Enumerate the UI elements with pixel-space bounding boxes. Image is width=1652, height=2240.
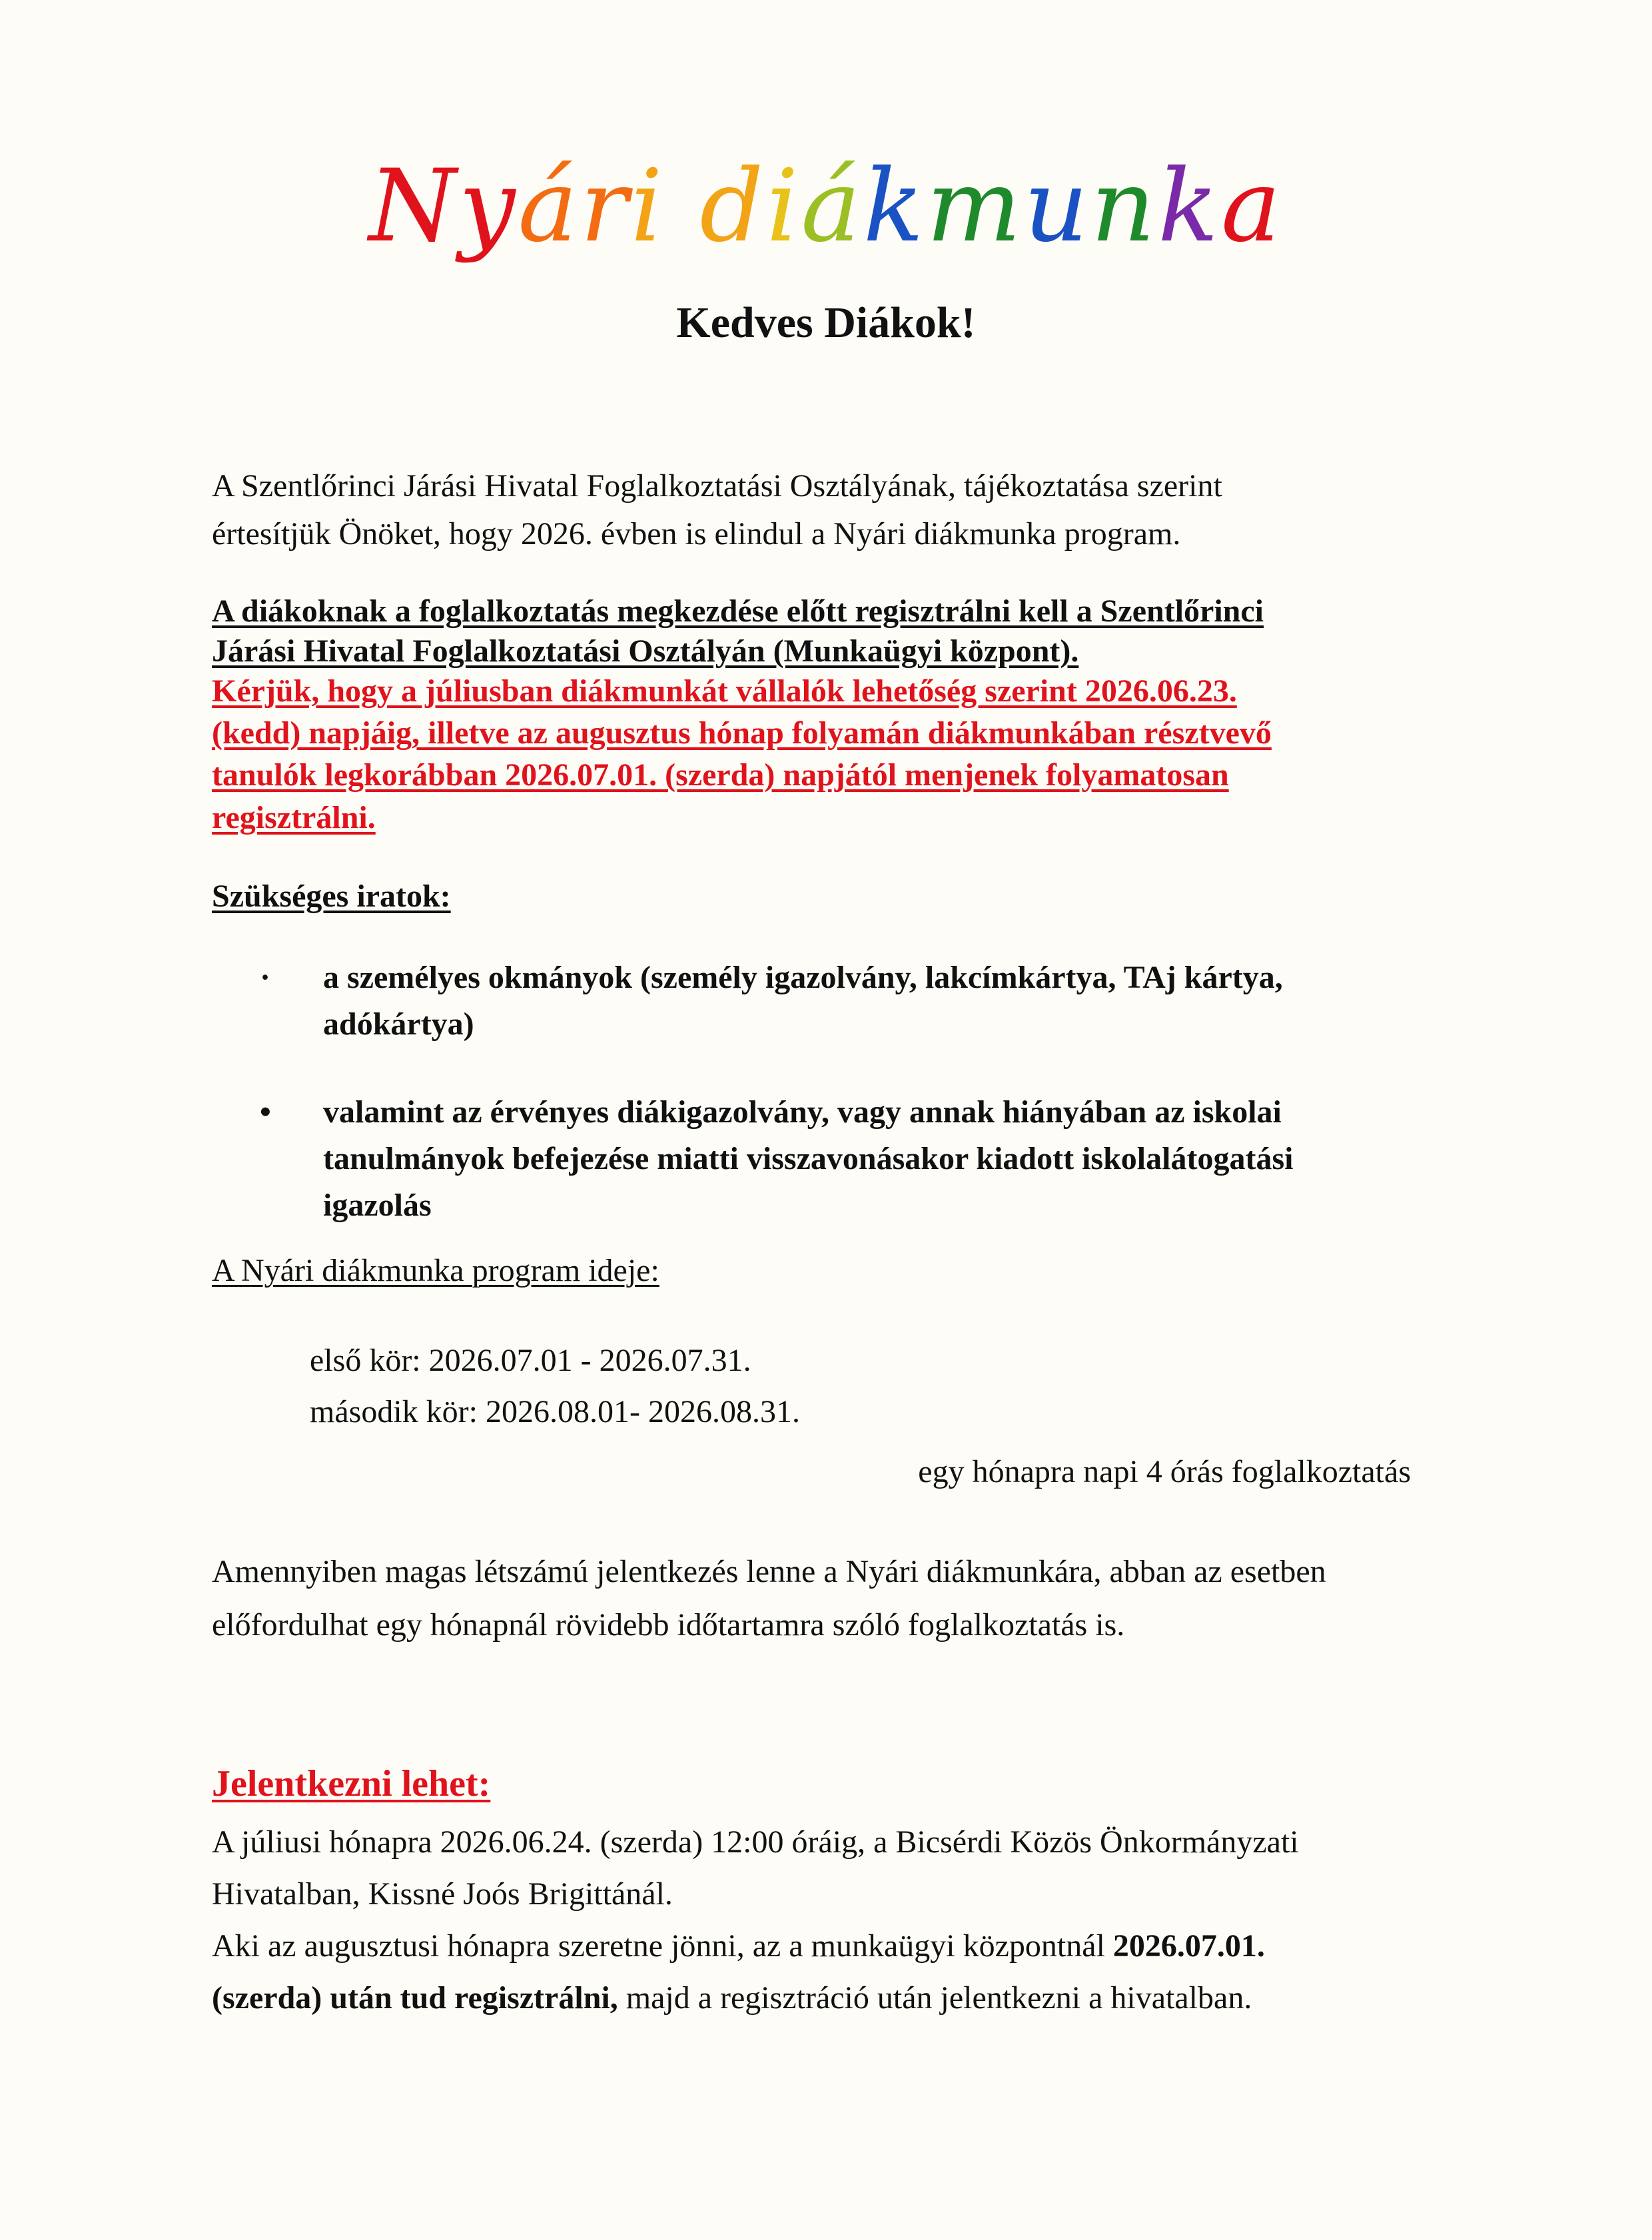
bullet-icon: ·	[260, 960, 271, 995]
apply-line-3-text: Aki az augusztusi hónapra szeretne jönni, az a munkaügyi központnál	[212, 1928, 1105, 1964]
intro-line-1: A Szentlőrinci Járási Hivatal Foglalkoztatási Osztályának, tájékoztatása szerint	[212, 468, 1222, 504]
document-item-2-line-1: valamint az érvényes diákigazolvány, vagy annak hiányában az iskolai	[323, 1094, 1282, 1130]
second-round-dates: második kör: 2026.08.01- 2026.08.31.	[310, 1394, 800, 1429]
greeting-heading: Kedves Diákok!	[676, 298, 976, 347]
title-letter: á	[801, 149, 863, 264]
deadline-line-3: tanulók legkorábban 2026.07.01. (szerda) napjától menjenek folyamatosan	[212, 757, 1229, 793]
apply-line-3	[212, 1921, 1477, 1972]
title-letter: r	[580, 149, 631, 264]
title-letter: k	[863, 149, 927, 264]
title-letter: N	[368, 149, 459, 264]
title-letter: m	[926, 149, 1024, 264]
apply-line-4-text: majd a regisztráció után jelentkezni a hivatalban.	[625, 1980, 1252, 2016]
apply-heading: Jelentkezni lehet:	[212, 1763, 491, 1804]
overflow-note-line-1: Amennyiben magas létszámú jelentkezés lenne a Nyári diákmunkára, abban az esetben	[212, 1554, 1326, 1589]
apply-line-4	[212, 1973, 1477, 2024]
intro-line-2: értesítjük Önöket, hogy 2026. évben is elindul a Nyári diákmunka program.	[212, 516, 1181, 552]
documents-heading: Szükséges iratok:	[212, 879, 451, 914]
title-letter: á	[518, 149, 580, 264]
deadline-line-2: (kedd) napjáig, illetve az augusztus hónap folyamán diákmunkában résztvevő	[212, 715, 1272, 751]
title-letter	[665, 143, 700, 270]
page-title	[0, 143, 1652, 270]
program-heading: A Nyári diákmunka program ideje:	[212, 1253, 659, 1288]
apply-line-2: Hivatalban, Kissné Joós Brigittánál.	[212, 1876, 673, 1912]
deadline-line-4: regisztrálni.	[212, 800, 376, 835]
registration-line-1: A diákoknak a foglalkoztatás megkezdése előtt regisztrálni kell a Szentlőrinci	[212, 593, 1264, 629]
employment-note: egy hónapra napi 4 órás foglalkoztatás	[918, 1454, 1411, 1489]
apply-line-1: A júliusi hónapra 2026.06.24. (szerda) 12:00 óráig, a Bicsérdi Közös Önkormányzati	[212, 1824, 1299, 1860]
title-letter: a	[1221, 149, 1284, 264]
title-letter: n	[1090, 149, 1158, 264]
title-letter: k	[1158, 149, 1222, 264]
apply-register-after: (szerda) után tud regisztrálni,	[212, 1980, 618, 2016]
first-round-dates: első kör: 2026.07.01 - 2026.07.31.	[310, 1343, 751, 1378]
document-item-2-line-2: tanulmányok befejezése miatti visszavonásakor kiadott iskolalátogatási	[323, 1141, 1294, 1176]
document-item-1-line-1: a személyes okmányok (személy igazolvány, lakcímkártya, TAj kártya,	[323, 960, 1283, 995]
registration-line-2: Járási Hivatal Foglalkoztatási Osztályán (Munkaügyi központ).	[212, 633, 1079, 669]
title-letter: i	[630, 149, 665, 264]
title-letter: d	[699, 149, 767, 264]
bullet-icon: •	[260, 1094, 271, 1130]
apply-date: 2026.07.01.	[1112, 1928, 1265, 1964]
deadline-line-1: Kérjük, hogy a júliusban diákmunkát vállalók lehetőség szerint 2026.06.23.	[212, 673, 1237, 709]
document-item-1-line-2: adókártya)	[323, 1006, 474, 1042]
overflow-note-line-2: előfordulhat egy hónapnál rövidebb időtartamra szóló foglalkoztatás is.	[212, 1607, 1125, 1643]
title-letter: y	[458, 149, 518, 264]
document-item-2-line-3: igazolás	[323, 1188, 432, 1223]
title-letter: u	[1023, 149, 1091, 264]
title-letter: i	[766, 149, 801, 264]
